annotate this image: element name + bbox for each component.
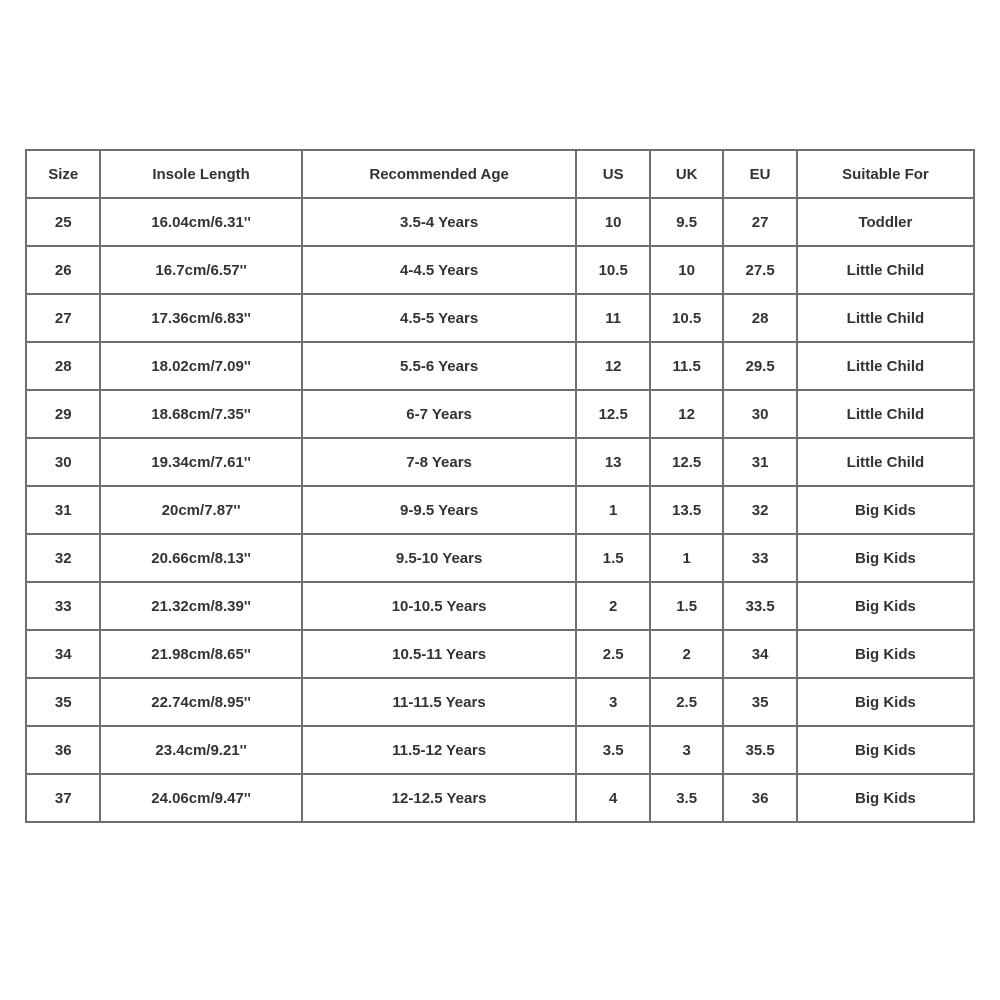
cell-size: 28 bbox=[26, 342, 100, 390]
table-row bbox=[26, 534, 974, 582]
cell-eu: 35.5 bbox=[723, 726, 796, 774]
table-body bbox=[26, 198, 974, 822]
cell-us: 12.5 bbox=[576, 390, 649, 438]
cell-uk: 1 bbox=[650, 534, 723, 582]
cell-us: 10.5 bbox=[576, 246, 649, 294]
cell-uk: 2.5 bbox=[650, 678, 723, 726]
cell-uk: 3 bbox=[650, 726, 723, 774]
table-row bbox=[26, 342, 974, 390]
cell-uk: 12 bbox=[650, 390, 723, 438]
cell-size: 26 bbox=[26, 246, 100, 294]
cell-insole-length: 22.74cm/8.95'' bbox=[100, 678, 301, 726]
cell-insole-length: 21.32cm/8.39'' bbox=[100, 582, 301, 630]
header-uk: UK bbox=[650, 150, 723, 198]
cell-size: 36 bbox=[26, 726, 100, 774]
cell-insole-length: 20cm/7.87'' bbox=[100, 486, 301, 534]
cell-size: 30 bbox=[26, 438, 100, 486]
cell-recommended-age: 10-10.5 Years bbox=[302, 582, 577, 630]
cell-us: 2 bbox=[576, 582, 649, 630]
cell-eu: 33 bbox=[723, 534, 796, 582]
cell-eu: 31 bbox=[723, 438, 796, 486]
cell-suitable-for: Little Child bbox=[797, 438, 974, 486]
header-us: US bbox=[576, 150, 649, 198]
cell-eu: 28 bbox=[723, 294, 796, 342]
cell-size: 25 bbox=[26, 198, 100, 246]
cell-uk: 9.5 bbox=[650, 198, 723, 246]
cell-us: 3.5 bbox=[576, 726, 649, 774]
cell-suitable-for: Big Kids bbox=[797, 534, 974, 582]
cell-recommended-age: 10.5-11 Years bbox=[302, 630, 577, 678]
cell-us: 4 bbox=[576, 774, 649, 822]
cell-uk: 11.5 bbox=[650, 342, 723, 390]
cell-suitable-for: Toddler bbox=[797, 198, 974, 246]
cell-us: 10 bbox=[576, 198, 649, 246]
cell-uk: 10 bbox=[650, 246, 723, 294]
cell-recommended-age: 5.5-6 Years bbox=[302, 342, 577, 390]
cell-eu: 34 bbox=[723, 630, 796, 678]
cell-size: 34 bbox=[26, 630, 100, 678]
cell-size: 29 bbox=[26, 390, 100, 438]
cell-insole-length: 23.4cm/9.21'' bbox=[100, 726, 301, 774]
header-eu: EU bbox=[723, 150, 796, 198]
cell-eu: 27 bbox=[723, 198, 796, 246]
cell-insole-length: 16.04cm/6.31'' bbox=[100, 198, 301, 246]
header-recommended-age: Recommended Age bbox=[302, 150, 577, 198]
cell-recommended-age: 6-7 Years bbox=[302, 390, 577, 438]
cell-suitable-for: Big Kids bbox=[797, 726, 974, 774]
cell-insole-length: 17.36cm/6.83'' bbox=[100, 294, 301, 342]
table-row bbox=[26, 630, 974, 678]
cell-uk: 1.5 bbox=[650, 582, 723, 630]
cell-recommended-age: 7-8 Years bbox=[302, 438, 577, 486]
cell-recommended-age: 11.5-12 Years bbox=[302, 726, 577, 774]
cell-size: 31 bbox=[26, 486, 100, 534]
cell-us: 1.5 bbox=[576, 534, 649, 582]
header-row bbox=[26, 150, 974, 198]
table-row bbox=[26, 774, 974, 822]
cell-insole-length: 16.7cm/6.57'' bbox=[100, 246, 301, 294]
cell-us: 3 bbox=[576, 678, 649, 726]
cell-eu: 35 bbox=[723, 678, 796, 726]
cell-recommended-age: 12-12.5 Years bbox=[302, 774, 577, 822]
cell-recommended-age: 11-11.5 Years bbox=[302, 678, 577, 726]
header-size: Size bbox=[26, 150, 100, 198]
cell-size: 33 bbox=[26, 582, 100, 630]
cell-us: 12 bbox=[576, 342, 649, 390]
cell-uk: 2 bbox=[650, 630, 723, 678]
cell-suitable-for: Little Child bbox=[797, 390, 974, 438]
cell-uk: 10.5 bbox=[650, 294, 723, 342]
cell-us: 1 bbox=[576, 486, 649, 534]
cell-uk: 13.5 bbox=[650, 486, 723, 534]
cell-insole-length: 24.06cm/9.47'' bbox=[100, 774, 301, 822]
cell-eu: 30 bbox=[723, 390, 796, 438]
cell-recommended-age: 4.5-5 Years bbox=[302, 294, 577, 342]
cell-us: 11 bbox=[576, 294, 649, 342]
table-header bbox=[26, 150, 974, 198]
cell-size: 37 bbox=[26, 774, 100, 822]
cell-insole-length: 20.66cm/8.13'' bbox=[100, 534, 301, 582]
cell-eu: 27.5 bbox=[723, 246, 796, 294]
header-suitable-for: Suitable For bbox=[797, 150, 974, 198]
cell-suitable-for: Big Kids bbox=[797, 630, 974, 678]
cell-us: 13 bbox=[576, 438, 649, 486]
table-row bbox=[26, 438, 974, 486]
cell-recommended-age: 9.5-10 Years bbox=[302, 534, 577, 582]
table-row bbox=[26, 486, 974, 534]
cell-suitable-for: Little Child bbox=[797, 294, 974, 342]
cell-recommended-age: 9-9.5 Years bbox=[302, 486, 577, 534]
table-row bbox=[26, 582, 974, 630]
cell-eu: 29.5 bbox=[723, 342, 796, 390]
cell-size: 35 bbox=[26, 678, 100, 726]
cell-suitable-for: Little Child bbox=[797, 246, 974, 294]
cell-size: 32 bbox=[26, 534, 100, 582]
cell-suitable-for: Little Child bbox=[797, 342, 974, 390]
cell-eu: 36 bbox=[723, 774, 796, 822]
cell-us: 2.5 bbox=[576, 630, 649, 678]
cell-suitable-for: Big Kids bbox=[797, 582, 974, 630]
size-chart-table bbox=[25, 149, 975, 823]
table-row bbox=[26, 726, 974, 774]
cell-suitable-for: Big Kids bbox=[797, 774, 974, 822]
cell-recommended-age: 4-4.5 Years bbox=[302, 246, 577, 294]
cell-eu: 32 bbox=[723, 486, 796, 534]
table-row bbox=[26, 390, 974, 438]
cell-insole-length: 18.02cm/7.09'' bbox=[100, 342, 301, 390]
cell-size: 27 bbox=[26, 294, 100, 342]
cell-uk: 12.5 bbox=[650, 438, 723, 486]
cell-insole-length: 18.68cm/7.35'' bbox=[100, 390, 301, 438]
cell-uk: 3.5 bbox=[650, 774, 723, 822]
table-row bbox=[26, 678, 974, 726]
table-row bbox=[26, 198, 974, 246]
table-row bbox=[26, 294, 974, 342]
cell-eu: 33.5 bbox=[723, 582, 796, 630]
table-row bbox=[26, 246, 974, 294]
cell-suitable-for: Big Kids bbox=[797, 486, 974, 534]
cell-insole-length: 21.98cm/8.65'' bbox=[100, 630, 301, 678]
cell-insole-length: 19.34cm/7.61'' bbox=[100, 438, 301, 486]
cell-suitable-for: Big Kids bbox=[797, 678, 974, 726]
header-insole-length: Insole Length bbox=[100, 150, 301, 198]
cell-recommended-age: 3.5-4 Years bbox=[302, 198, 577, 246]
